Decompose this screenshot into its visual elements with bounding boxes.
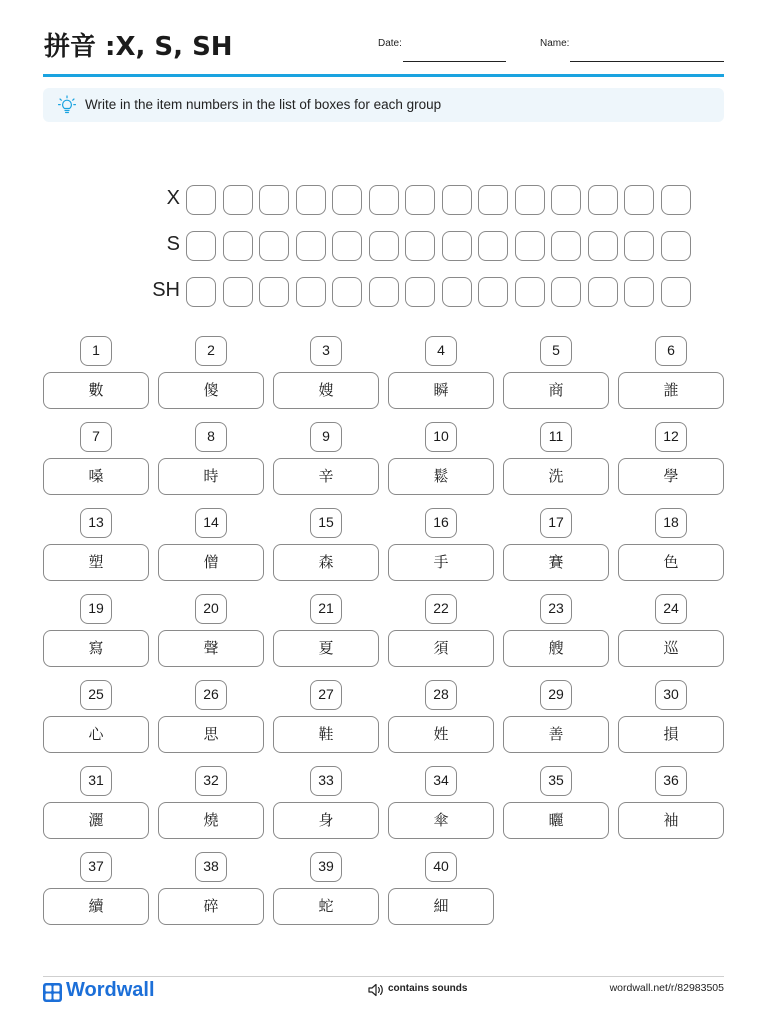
item-number: 22 (425, 594, 457, 624)
item-card (618, 422, 724, 485)
item-card (503, 680, 609, 743)
item-number: 28 (425, 680, 457, 710)
item-character[interactable]: 手 (388, 544, 494, 581)
activity-url[interactable]: wordwall.net/r/82983505 (609, 982, 724, 994)
item-character[interactable]: 傻 (158, 372, 264, 409)
group-label: SH (152, 279, 180, 301)
footer-divider (43, 976, 724, 977)
item-card (273, 422, 379, 485)
item-character[interactable]: 思 (158, 716, 264, 753)
group-label: S (166, 233, 180, 255)
item-character[interactable]: 時 (158, 458, 264, 495)
item-card (503, 508, 609, 571)
item-card (273, 680, 379, 743)
answer-slot[interactable] (296, 277, 326, 307)
item-character[interactable]: 寫 (43, 630, 149, 667)
wordwall-logo-icon (43, 983, 62, 1002)
item-card (273, 336, 379, 399)
answer-slot[interactable] (296, 231, 326, 261)
item-character[interactable]: 心 (43, 716, 149, 753)
answer-slot[interactable] (223, 277, 253, 307)
item-number: 18 (655, 508, 687, 538)
item-card (158, 766, 264, 829)
item-card (158, 508, 264, 571)
item-character[interactable]: 碎 (158, 888, 264, 925)
item-number: 26 (195, 680, 227, 710)
answer-slot[interactable] (259, 231, 289, 261)
answer-slot[interactable] (478, 277, 508, 307)
answer-slot[interactable] (405, 185, 435, 215)
item-character[interactable]: 姓 (388, 716, 494, 753)
item-card (618, 766, 724, 829)
item-number: 32 (195, 766, 227, 796)
answer-slot[interactable] (624, 231, 654, 261)
title-divider (43, 74, 724, 77)
item-number: 20 (195, 594, 227, 624)
answer-slot[interactable] (405, 277, 435, 307)
item-card (273, 852, 379, 915)
item-character[interactable]: 灑 (43, 802, 149, 839)
item-character[interactable]: 嗓 (43, 458, 149, 495)
answer-slot[interactable] (186, 231, 216, 261)
group-label: X (166, 187, 180, 209)
answer-slot[interactable] (661, 277, 691, 307)
item-card (158, 680, 264, 743)
item-card (618, 594, 724, 657)
item-character[interactable]: 森 (273, 544, 379, 581)
group-row-x (150, 185, 695, 217)
item-card (388, 680, 494, 743)
item-character[interactable]: 傘 (388, 802, 494, 839)
answer-slot[interactable] (296, 185, 326, 215)
answer-slot[interactable] (369, 185, 399, 215)
item-card (158, 852, 264, 915)
item-character[interactable]: 蛇 (273, 888, 379, 925)
answer-slot[interactable] (223, 185, 253, 215)
date-field[interactable] (403, 61, 506, 62)
item-card (388, 422, 494, 485)
item-character[interactable]: 數 (43, 372, 149, 409)
item-character[interactable]: 瞬 (388, 372, 494, 409)
item-number: 13 (80, 508, 112, 538)
item-number: 34 (425, 766, 457, 796)
item-number: 37 (80, 852, 112, 882)
item-number: 2 (195, 336, 227, 366)
item-number: 24 (655, 594, 687, 624)
answer-slot[interactable] (405, 231, 435, 261)
answer-slot[interactable] (442, 277, 472, 307)
item-number: 4 (425, 336, 457, 366)
answer-slot[interactable] (478, 185, 508, 215)
item-card (503, 422, 609, 485)
group-row-sh (150, 277, 695, 309)
item-number: 9 (310, 422, 342, 452)
item-character[interactable]: 續 (43, 888, 149, 925)
item-card (388, 594, 494, 657)
item-number: 8 (195, 422, 227, 452)
answer-slot[interactable] (588, 185, 618, 215)
item-number: 16 (425, 508, 457, 538)
item-character[interactable]: 學 (618, 458, 724, 495)
item-card (158, 336, 264, 399)
answer-slot[interactable] (515, 277, 545, 307)
item-character[interactable]: 聲 (158, 630, 264, 667)
item-character[interactable]: 色 (618, 544, 724, 581)
item-card (618, 336, 724, 399)
item-number: 3 (310, 336, 342, 366)
item-card (273, 594, 379, 657)
item-number: 6 (655, 336, 687, 366)
item-character[interactable]: 損 (618, 716, 724, 753)
item-card (43, 422, 149, 485)
item-number: 40 (425, 852, 457, 882)
item-card (618, 680, 724, 743)
item-card (43, 852, 149, 915)
answer-slot[interactable] (478, 231, 508, 261)
item-number: 30 (655, 680, 687, 710)
item-card (43, 680, 149, 743)
item-character[interactable]: 曬 (503, 802, 609, 839)
item-number: 14 (195, 508, 227, 538)
item-number: 10 (425, 422, 457, 452)
speaker-icon (368, 983, 384, 997)
item-character[interactable]: 鬆 (388, 458, 494, 495)
item-card (388, 508, 494, 571)
item-card (503, 594, 609, 657)
item-number: 29 (540, 680, 572, 710)
item-number: 38 (195, 852, 227, 882)
item-character[interactable]: 細 (388, 888, 494, 925)
item-number: 17 (540, 508, 572, 538)
item-card (43, 336, 149, 399)
item-character[interactable]: 僧 (158, 544, 264, 581)
item-number: 25 (80, 680, 112, 710)
item-card (43, 594, 149, 657)
answer-slot[interactable] (551, 277, 581, 307)
item-character[interactable]: 燒 (158, 802, 264, 839)
answer-slot[interactable] (588, 277, 618, 307)
item-number: 33 (310, 766, 342, 796)
answer-slot[interactable] (369, 231, 399, 261)
item-character[interactable]: 袖 (618, 802, 724, 839)
item-character[interactable]: 商 (503, 372, 609, 409)
answer-slot[interactable] (259, 277, 289, 307)
item-character[interactable]: 須 (388, 630, 494, 667)
instruction-text: Write in the item numbers in the list of boxes for each group (85, 97, 442, 112)
item-character[interactable]: 洗 (503, 458, 609, 495)
group-row-s (150, 231, 695, 263)
sounds-text: contains sounds (388, 983, 468, 994)
item-card (43, 508, 149, 571)
answer-slot[interactable] (551, 185, 581, 215)
item-number: 27 (310, 680, 342, 710)
item-character[interactable]: 巡 (618, 630, 724, 667)
answer-slot[interactable] (551, 231, 581, 261)
item-card (388, 852, 494, 915)
item-character[interactable]: 鞋 (273, 716, 379, 753)
item-character[interactable]: 辛 (273, 458, 379, 495)
date-label: Date: (378, 38, 402, 49)
item-card (388, 766, 494, 829)
item-card (618, 508, 724, 571)
answer-slot[interactable] (332, 185, 362, 215)
item-character[interactable]: 善 (503, 716, 609, 753)
item-character[interactable]: 夏 (273, 630, 379, 667)
answer-slot[interactable] (624, 185, 654, 215)
item-card (503, 336, 609, 399)
answer-slot[interactable] (624, 277, 654, 307)
answer-slot[interactable] (588, 231, 618, 261)
answer-slot[interactable] (661, 185, 691, 215)
item-character[interactable]: 身 (273, 802, 379, 839)
item-character[interactable]: 艘 (503, 630, 609, 667)
item-number: 11 (540, 422, 572, 452)
answer-slot[interactable] (515, 231, 545, 261)
item-card (43, 766, 149, 829)
item-card (503, 766, 609, 829)
answer-slot[interactable] (369, 277, 399, 307)
item-number: 7 (80, 422, 112, 452)
item-number: 19 (80, 594, 112, 624)
answer-slot[interactable] (332, 231, 362, 261)
item-number: 12 (655, 422, 687, 452)
item-card (158, 594, 264, 657)
instruction-banner (43, 88, 724, 122)
lightbulb-icon (58, 95, 76, 115)
item-number: 35 (540, 766, 572, 796)
item-card (158, 422, 264, 485)
answer-slot[interactable] (259, 185, 289, 215)
item-number: 39 (310, 852, 342, 882)
answer-slot[interactable] (661, 231, 691, 261)
answer-slot[interactable] (332, 277, 362, 307)
item-number: 1 (80, 336, 112, 366)
answer-slot[interactable] (442, 185, 472, 215)
page-title: 拼音 :X, S, SH (44, 32, 233, 62)
item-number: 5 (540, 336, 572, 366)
item-card (388, 336, 494, 399)
answer-slot[interactable] (186, 185, 216, 215)
name-label: Name: (540, 38, 570, 49)
item-character[interactable]: 嫂 (273, 372, 379, 409)
item-character[interactable]: 誰 (618, 372, 724, 409)
answer-slot[interactable] (223, 231, 253, 261)
answer-slot[interactable] (186, 277, 216, 307)
item-card (273, 508, 379, 571)
item-number: 15 (310, 508, 342, 538)
brand-name: Wordwall (66, 979, 155, 1001)
answer-slot[interactable] (442, 231, 472, 261)
item-number: 23 (540, 594, 572, 624)
name-field[interactable] (570, 61, 724, 62)
item-character[interactable]: 塑 (43, 544, 149, 581)
item-character[interactable]: 賽 (503, 544, 609, 581)
answer-slot[interactable] (515, 185, 545, 215)
item-number: 36 (655, 766, 687, 796)
item-number: 31 (80, 766, 112, 796)
item-card (273, 766, 379, 829)
item-number: 21 (310, 594, 342, 624)
